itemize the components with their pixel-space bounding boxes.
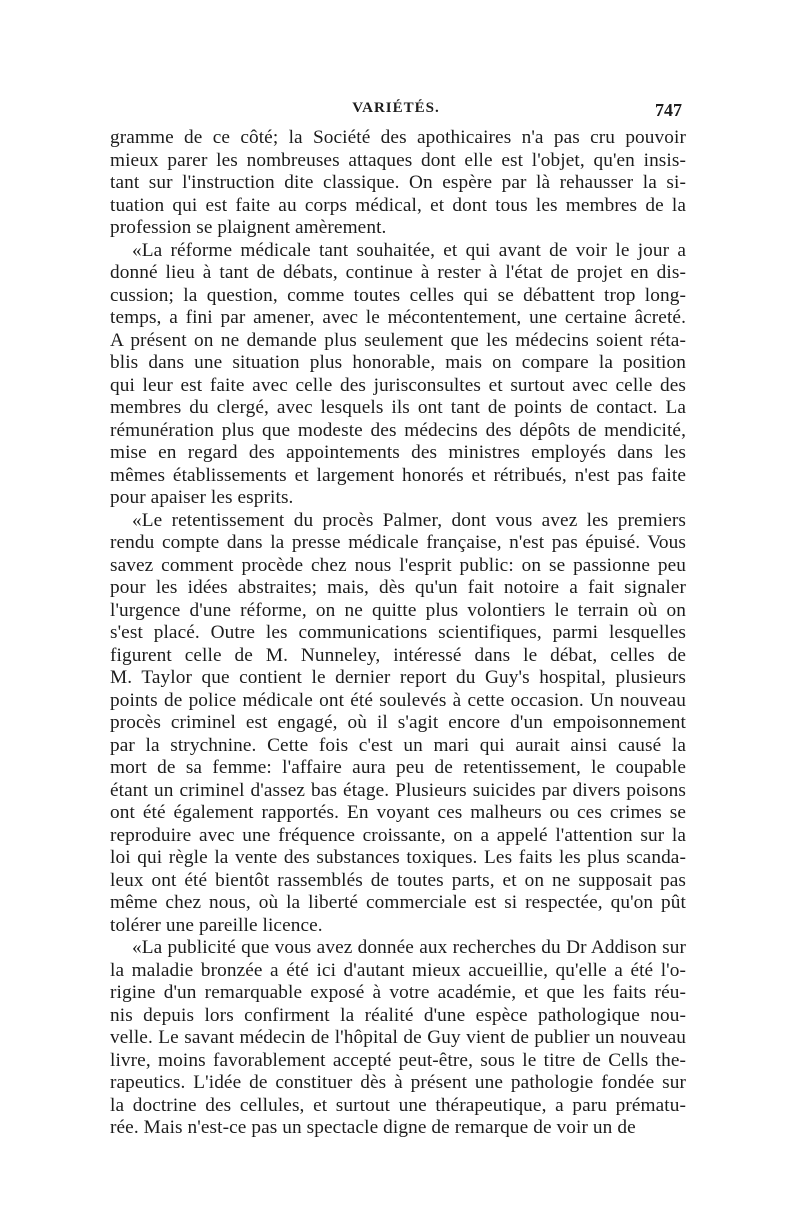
text-line: gramme de ce côté; la Société des apothicaires n'a pas cru pouvoir xyxy=(110,127,686,148)
page-number: 747 xyxy=(655,100,682,120)
body-text xyxy=(110,127,686,1140)
text-line: «La publicité que vous avez donnée aux recherches du Dr Addison sur xyxy=(132,937,686,958)
text-line: membres du clergé, avec lesquels ils ont tant de points de contact. La xyxy=(110,397,686,418)
text-line: s'est placé. Outre les communications scientifiques, parmi lesquelles xyxy=(110,622,686,643)
text-line: leux ont été bientôt rassemblés de toutes parts, et on ne supposait pas xyxy=(110,869,686,891)
text-line: rendu compte dans la presse médicale française, n'est pas épuisé. Vous xyxy=(110,532,686,553)
text-line: mieux parer les nombreuses attaques dont elle est l'objet, qu'en insis- xyxy=(110,149,686,171)
text-line: procès criminel est engagé, où il s'agit encore d'un empoisonnement xyxy=(110,712,686,733)
text-line: profession se plaignent amèrement. xyxy=(110,217,387,238)
running-head: VARIÉTÉS. xyxy=(352,100,440,116)
text-line: qui leur est faite avec celle des jurisconsultes et surtout avec celle des xyxy=(110,374,686,396)
text-line: blis dans une situation plus honorable, mais on compare la position xyxy=(110,352,686,373)
text-line: velle. Le savant médecin de l'hôpital de Guy vient de publier un nouveau xyxy=(110,1027,686,1048)
text-line: nis depuis lors confirment la réalité d'une espèce pathologique nou- xyxy=(110,1004,686,1026)
text-line: étant un criminel d'assez bas étage. Plusieurs suicides par divers poisons xyxy=(110,779,686,801)
text-line: par la strychnine. Cette fois c'est un mari qui aurait ainsi causé la xyxy=(110,734,686,756)
text-line: figurent celle de M. Nunneley, intéressé dans le débat, celles de xyxy=(110,644,686,666)
text-line: rapeutics. L'idée de constituer dès à présent une pathologie fondée sur xyxy=(110,1072,686,1093)
text-line: la doctrine des cellules, et surtout une thérapeutique, a paru prématu- xyxy=(110,1094,686,1116)
text-line: mort de sa femme: l'affaire aura peu de retentissement, le coupable xyxy=(110,757,686,778)
paragraph xyxy=(110,510,686,938)
text-line: points de police médicale ont été soulevés à cette occasion. Un nouveau xyxy=(110,689,686,711)
text-line: pour apaiser les esprits. xyxy=(110,487,294,508)
text-line: «La réforme médicale tant souhaitée, et qui avant de voir le jour a xyxy=(132,239,686,261)
paragraph xyxy=(110,937,686,1140)
page-header xyxy=(110,100,682,124)
text-line: rée. Mais n'est-ce pas un spectacle digne de remarque de voir un de xyxy=(110,1117,636,1138)
paragraph xyxy=(110,127,686,240)
text-line: rigine d'un remarquable exposé à votre académie, et que les faits réu- xyxy=(110,982,686,1003)
text-line: reproduire avec une fréquence croissante, on a appelé l'attention sur la xyxy=(110,824,686,846)
text-line: temps, a fini par amener, avec le mécontentement, une certaine âcreté. xyxy=(110,307,686,328)
text-line: pour les idées abstraites; mais, dès qu'un fait notoire a fait signaler xyxy=(110,577,686,598)
text-line: tolérer une pareille licence. xyxy=(110,914,323,936)
text-line: la maladie bronzée a été ici d'autant mieux accueillie, qu'elle a été l'o- xyxy=(110,959,686,981)
text-line: M. Taylor que contient le dernier report du Guy's hospital, plusieurs xyxy=(110,667,686,688)
text-line: ont été également rapportés. En voyant ces malheurs ou ces crimes se xyxy=(110,802,686,823)
text-line: mise en regard des appointements des ministres employés dans les xyxy=(110,442,686,463)
text-line: loi qui règle la vente des substances toxiques. Les faits les plus scanda- xyxy=(110,847,686,868)
text-line: cussion; la question, comme toutes celles qui se débattent trop long- xyxy=(110,284,686,306)
text-line: A présent on ne demande plus seulement que les médecins soient réta- xyxy=(110,329,686,351)
text-line: rémunération plus que modeste des médecins des dépôts de mendicité, xyxy=(110,419,686,441)
text-line: même chez nous, où la liberté commerciale est si respectée, qu'on pût xyxy=(110,892,686,913)
paragraph xyxy=(110,240,686,510)
text-line: l'urgence d'une réforme, on ne quitte plus volontiers le terrain où on xyxy=(110,599,686,621)
text-line: donné lieu à tant de débats, continue à rester à l'état de projet en dis- xyxy=(110,262,686,283)
text-line: mêmes établissements et largement honorés et rétribués, n'est pas faite xyxy=(110,464,686,486)
text-line: «Le retentissement du procès Palmer, dont vous avez les premiers xyxy=(132,509,686,531)
text-line: tuation qui est faite au corps médical, et dont tous les membres de la xyxy=(110,194,686,216)
text-line: livre, moins favorablement accepté peut-être, sous le titre de Cells the- xyxy=(110,1049,686,1071)
text-line: tant sur l'instruction dite classique. On espère par là rehausser la si- xyxy=(110,172,686,193)
text-line: savez comment procède chez nous l'esprit public: on se passionne peu xyxy=(110,554,686,576)
